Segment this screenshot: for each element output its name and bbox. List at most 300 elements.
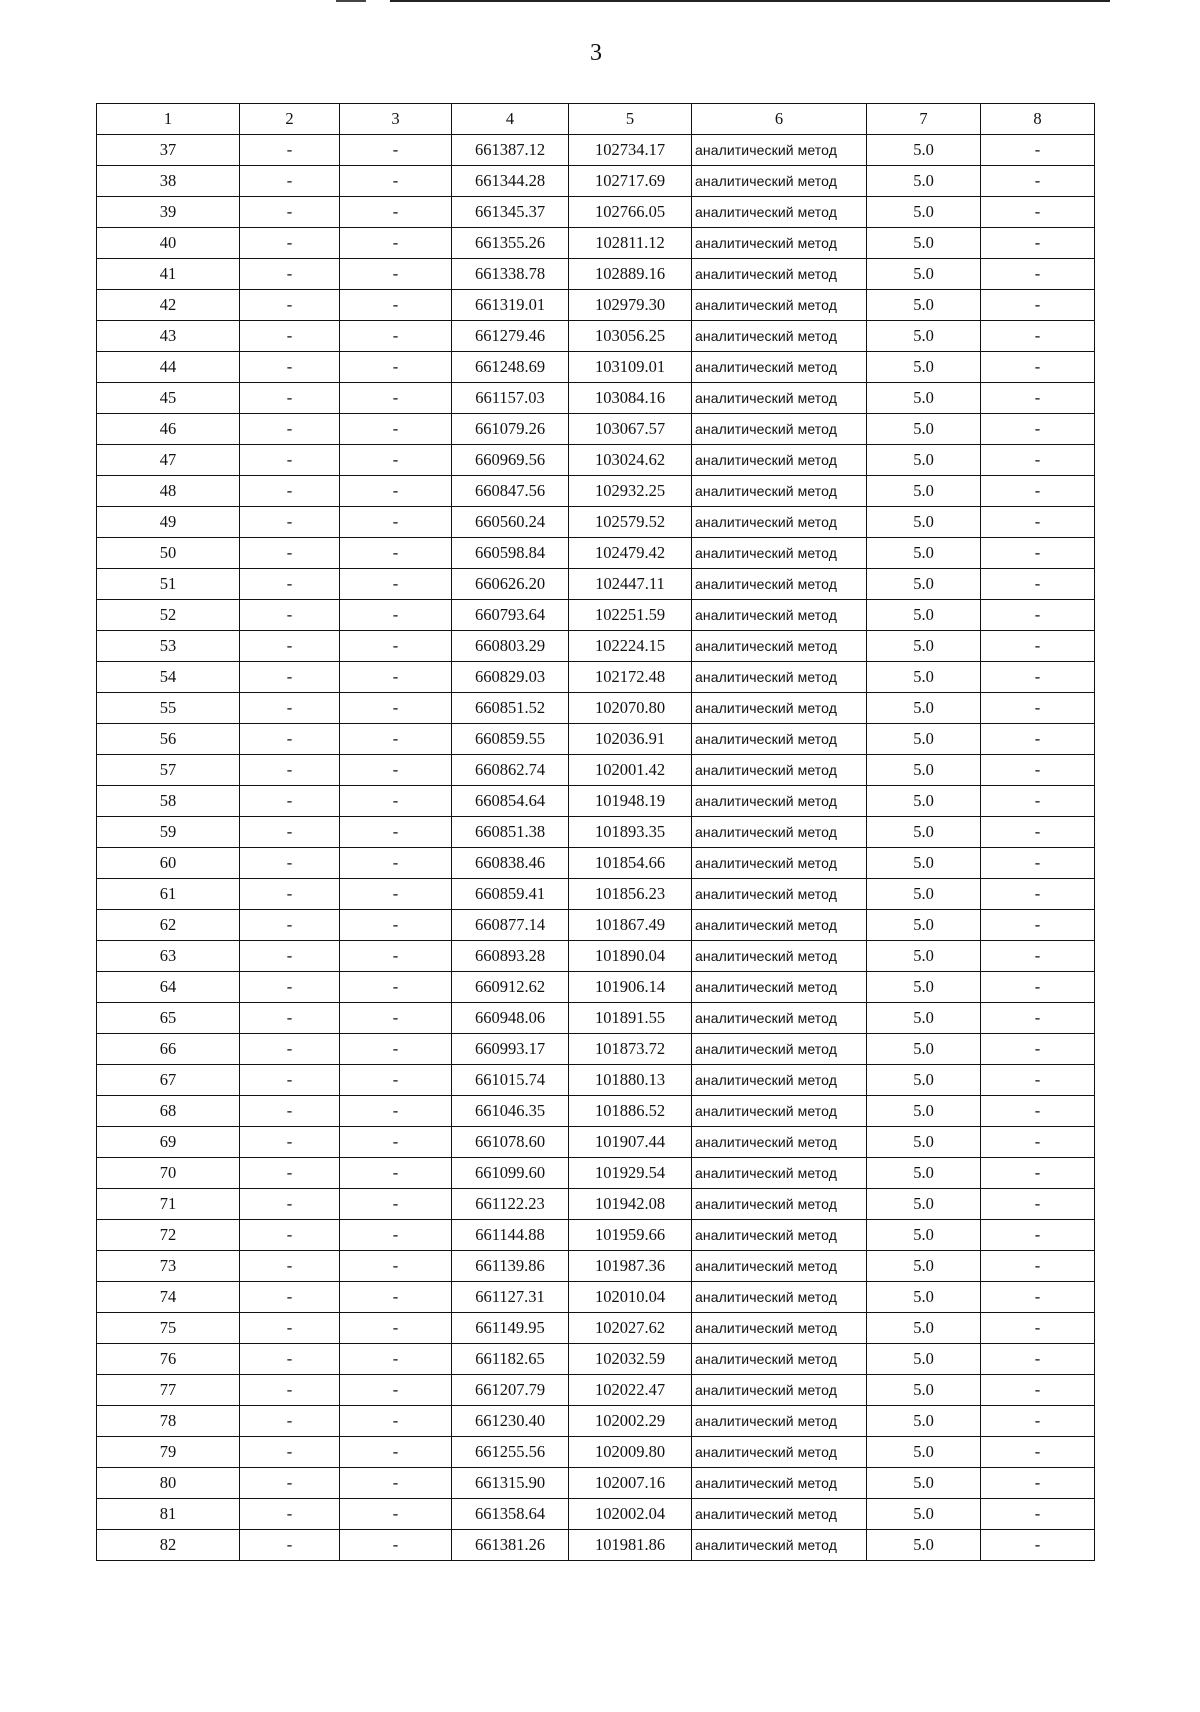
cell-precision: 5.0 xyxy=(867,786,981,817)
cell-coordinate-y: 102002.29 xyxy=(569,1406,692,1437)
cell-col2-value: - xyxy=(240,1530,340,1561)
cell-col2-value: - xyxy=(240,538,340,569)
cell-precision: 5.0 xyxy=(867,1375,981,1406)
cell-col3-value: - xyxy=(340,1096,452,1127)
cell-coordinate-x: 660851.52 xyxy=(452,693,569,724)
cell-col3-value: - xyxy=(340,290,452,321)
cell-col8-value: - xyxy=(981,755,1095,786)
cell-point-number: 37 xyxy=(97,135,240,166)
cell-precision: 5.0 xyxy=(867,1530,981,1561)
cell-method: аналитический метод xyxy=(692,786,867,817)
cell-coordinate-x: 661319.01 xyxy=(452,290,569,321)
cell-precision: 5.0 xyxy=(867,1003,981,1034)
cell-coordinate-x: 660598.84 xyxy=(452,538,569,569)
cell-coordinate-y: 103084.16 xyxy=(569,383,692,414)
cell-point-number: 80 xyxy=(97,1468,240,1499)
table-row xyxy=(97,724,1095,755)
cell-coordinate-y: 101907.44 xyxy=(569,1127,692,1158)
cell-coordinate-y: 102070.80 xyxy=(569,693,692,724)
cell-point-number: 38 xyxy=(97,166,240,197)
cell-col2-value: - xyxy=(240,1220,340,1251)
cell-coordinate-x: 660854.64 xyxy=(452,786,569,817)
cell-col3-value: - xyxy=(340,197,452,228)
cell-col8-value: - xyxy=(981,1189,1095,1220)
table-row xyxy=(97,135,1095,166)
cell-col2-value: - xyxy=(240,1499,340,1530)
table-row xyxy=(97,817,1095,848)
cell-point-number: 46 xyxy=(97,414,240,445)
cell-coordinate-x: 661338.78 xyxy=(452,259,569,290)
cell-coordinate-x: 661207.79 xyxy=(452,1375,569,1406)
cell-coordinate-x: 660969.56 xyxy=(452,445,569,476)
cell-col8-value: - xyxy=(981,941,1095,972)
cell-point-number: 60 xyxy=(97,848,240,879)
cell-coordinate-y: 102172.48 xyxy=(569,662,692,693)
cell-col3-value: - xyxy=(340,786,452,817)
cell-method: аналитический метод xyxy=(692,631,867,662)
cell-coordinate-x: 660877.14 xyxy=(452,910,569,941)
cell-coordinate-x: 661255.56 xyxy=(452,1437,569,1468)
cell-point-number: 70 xyxy=(97,1158,240,1189)
cell-col2-value: - xyxy=(240,972,340,1003)
cell-col2-value: - xyxy=(240,1127,340,1158)
cell-point-number: 47 xyxy=(97,445,240,476)
table-row xyxy=(97,1499,1095,1530)
cell-col8-value: - xyxy=(981,1499,1095,1530)
cell-point-number: 40 xyxy=(97,228,240,259)
cell-point-number: 41 xyxy=(97,259,240,290)
cell-coordinate-x: 661344.28 xyxy=(452,166,569,197)
cell-col3-value: - xyxy=(340,910,452,941)
cell-coordinate-y: 102447.11 xyxy=(569,569,692,600)
cell-coordinate-y: 101942.08 xyxy=(569,1189,692,1220)
cell-point-number: 54 xyxy=(97,662,240,693)
column-header: 4 xyxy=(452,104,569,135)
cell-col3-value: - xyxy=(340,228,452,259)
cell-col8-value: - xyxy=(981,135,1095,166)
cell-col8-value: - xyxy=(981,910,1095,941)
table-row xyxy=(97,910,1095,941)
cell-method: аналитический метод xyxy=(692,1251,867,1282)
cell-coordinate-x: 661099.60 xyxy=(452,1158,569,1189)
column-header: 3 xyxy=(340,104,452,135)
cell-col2-value: - xyxy=(240,755,340,786)
cell-coordinate-y: 101890.04 xyxy=(569,941,692,972)
cell-point-number: 81 xyxy=(97,1499,240,1530)
cell-precision: 5.0 xyxy=(867,910,981,941)
cell-coordinate-y: 102027.62 xyxy=(569,1313,692,1344)
table-row xyxy=(97,352,1095,383)
table-row xyxy=(97,662,1095,693)
cell-col8-value: - xyxy=(981,1251,1095,1282)
table-row xyxy=(97,1375,1095,1406)
cell-method: аналитический метод xyxy=(692,538,867,569)
cell-col8-value: - xyxy=(981,817,1095,848)
cell-col2-value: - xyxy=(240,569,340,600)
coordinates-table xyxy=(96,103,1095,1561)
cell-col8-value: - xyxy=(981,166,1095,197)
cell-col2-value: - xyxy=(240,1189,340,1220)
cell-col2-value: - xyxy=(240,197,340,228)
cell-col8-value: - xyxy=(981,600,1095,631)
table-row xyxy=(97,1530,1095,1561)
cell-point-number: 72 xyxy=(97,1220,240,1251)
cell-coordinate-y: 101854.66 xyxy=(569,848,692,879)
cell-col2-value: - xyxy=(240,445,340,476)
cell-col2-value: - xyxy=(240,1065,340,1096)
cell-method: аналитический метод xyxy=(692,476,867,507)
cell-coordinate-y: 101906.14 xyxy=(569,972,692,1003)
cell-col8-value: - xyxy=(981,1034,1095,1065)
cell-coordinate-x: 661355.26 xyxy=(452,228,569,259)
cell-col3-value: - xyxy=(340,1344,452,1375)
cell-col3-value: - xyxy=(340,631,452,662)
cell-coordinate-x: 661157.03 xyxy=(452,383,569,414)
cell-col3-value: - xyxy=(340,569,452,600)
cell-col2-value: - xyxy=(240,135,340,166)
table-row xyxy=(97,1282,1095,1313)
cell-coordinate-y: 102717.69 xyxy=(569,166,692,197)
cell-coordinate-y: 102032.59 xyxy=(569,1344,692,1375)
cell-method: аналитический метод xyxy=(692,1468,867,1499)
cell-precision: 5.0 xyxy=(867,476,981,507)
cell-col2-value: - xyxy=(240,166,340,197)
cell-coordinate-y: 102224.15 xyxy=(569,631,692,662)
table-row xyxy=(97,631,1095,662)
cell-point-number: 51 xyxy=(97,569,240,600)
cell-col3-value: - xyxy=(340,1189,452,1220)
cell-point-number: 77 xyxy=(97,1375,240,1406)
cell-precision: 5.0 xyxy=(867,1251,981,1282)
cell-coordinate-y: 102022.47 xyxy=(569,1375,692,1406)
cell-col2-value: - xyxy=(240,228,340,259)
cell-method: аналитический метод xyxy=(692,135,867,166)
cell-col8-value: - xyxy=(981,848,1095,879)
cell-precision: 5.0 xyxy=(867,662,981,693)
table-row xyxy=(97,1034,1095,1065)
table-row xyxy=(97,1251,1095,1282)
cell-coordinate-x: 660893.28 xyxy=(452,941,569,972)
cell-col3-value: - xyxy=(340,600,452,631)
cell-precision: 5.0 xyxy=(867,538,981,569)
cell-precision: 5.0 xyxy=(867,693,981,724)
table-row xyxy=(97,290,1095,321)
cell-method: аналитический метод xyxy=(692,910,867,941)
cell-point-number: 65 xyxy=(97,1003,240,1034)
cell-precision: 5.0 xyxy=(867,135,981,166)
cell-coordinate-x: 661387.12 xyxy=(452,135,569,166)
table-row xyxy=(97,941,1095,972)
cell-method: аналитический метод xyxy=(692,662,867,693)
cell-col8-value: - xyxy=(981,414,1095,445)
cell-method: аналитический метод xyxy=(692,228,867,259)
cell-precision: 5.0 xyxy=(867,569,981,600)
cell-col3-value: - xyxy=(340,259,452,290)
cell-coordinate-y: 101867.49 xyxy=(569,910,692,941)
cell-method: аналитический метод xyxy=(692,569,867,600)
cell-point-number: 79 xyxy=(97,1437,240,1468)
cell-coordinate-x: 661015.74 xyxy=(452,1065,569,1096)
cell-coordinate-x: 661230.40 xyxy=(452,1406,569,1437)
cell-coordinate-y: 102001.42 xyxy=(569,755,692,786)
table-row xyxy=(97,228,1095,259)
table-row xyxy=(97,1220,1095,1251)
cell-method: аналитический метод xyxy=(692,1158,867,1189)
cell-col3-value: - xyxy=(340,414,452,445)
cell-precision: 5.0 xyxy=(867,228,981,259)
cell-col8-value: - xyxy=(981,1437,1095,1468)
cell-method: аналитический метод xyxy=(692,1220,867,1251)
cell-coordinate-x: 661079.26 xyxy=(452,414,569,445)
cell-coordinate-x: 660851.38 xyxy=(452,817,569,848)
cell-point-number: 50 xyxy=(97,538,240,569)
cell-point-number: 56 xyxy=(97,724,240,755)
cell-col3-value: - xyxy=(340,383,452,414)
cell-col3-value: - xyxy=(340,1220,452,1251)
table-row xyxy=(97,1406,1095,1437)
cell-coordinate-x: 660560.24 xyxy=(452,507,569,538)
cell-col2-value: - xyxy=(240,290,340,321)
cell-col2-value: - xyxy=(240,1034,340,1065)
table-row xyxy=(97,569,1095,600)
table-row xyxy=(97,383,1095,414)
cell-col3-value: - xyxy=(340,538,452,569)
table-row xyxy=(97,1127,1095,1158)
cell-method: аналитический метод xyxy=(692,1406,867,1437)
cell-col8-value: - xyxy=(981,476,1095,507)
cell-point-number: 71 xyxy=(97,1189,240,1220)
column-header: 1 xyxy=(97,104,240,135)
cell-coordinate-y: 102734.17 xyxy=(569,135,692,166)
cell-point-number: 67 xyxy=(97,1065,240,1096)
cell-method: аналитический метод xyxy=(692,352,867,383)
table-row xyxy=(97,197,1095,228)
table-row xyxy=(97,166,1095,197)
cell-point-number: 61 xyxy=(97,879,240,910)
cell-col8-value: - xyxy=(981,538,1095,569)
cell-coordinate-y: 102009.80 xyxy=(569,1437,692,1468)
cell-col2-value: - xyxy=(240,662,340,693)
cell-method: аналитический метод xyxy=(692,507,867,538)
cell-col2-value: - xyxy=(240,1313,340,1344)
cell-col3-value: - xyxy=(340,321,452,352)
cell-method: аналитический метод xyxy=(692,755,867,786)
cell-precision: 5.0 xyxy=(867,197,981,228)
cell-col3-value: - xyxy=(340,1530,452,1561)
table-row xyxy=(97,972,1095,1003)
cell-col3-value: - xyxy=(340,662,452,693)
cell-coordinate-x: 660838.46 xyxy=(452,848,569,879)
cell-col8-value: - xyxy=(981,569,1095,600)
cell-coordinate-y: 101886.52 xyxy=(569,1096,692,1127)
cell-col8-value: - xyxy=(981,197,1095,228)
cell-col3-value: - xyxy=(340,1158,452,1189)
table-row xyxy=(97,1189,1095,1220)
cell-col2-value: - xyxy=(240,693,340,724)
cell-method: аналитический метод xyxy=(692,1096,867,1127)
cell-col8-value: - xyxy=(981,1468,1095,1499)
cell-col3-value: - xyxy=(340,941,452,972)
cell-coordinate-y: 102007.16 xyxy=(569,1468,692,1499)
cell-coordinate-y: 102251.59 xyxy=(569,600,692,631)
cell-col8-value: - xyxy=(981,1313,1095,1344)
cell-method: аналитический метод xyxy=(692,972,867,1003)
cell-col2-value: - xyxy=(240,352,340,383)
cell-col2-value: - xyxy=(240,1096,340,1127)
cell-col8-value: - xyxy=(981,259,1095,290)
table-row xyxy=(97,321,1095,352)
cell-method: аналитический метод xyxy=(692,879,867,910)
cell-point-number: 75 xyxy=(97,1313,240,1344)
table-body xyxy=(97,135,1095,1561)
page-number: 3 xyxy=(590,40,602,66)
cell-col3-value: - xyxy=(340,1313,452,1344)
cell-coordinate-x: 661315.90 xyxy=(452,1468,569,1499)
cell-precision: 5.0 xyxy=(867,1313,981,1344)
cell-col8-value: - xyxy=(981,507,1095,538)
cell-col3-value: - xyxy=(340,166,452,197)
cell-col2-value: - xyxy=(240,1468,340,1499)
cell-point-number: 43 xyxy=(97,321,240,352)
cell-precision: 5.0 xyxy=(867,1034,981,1065)
cell-coordinate-x: 661358.64 xyxy=(452,1499,569,1530)
cell-col2-value: - xyxy=(240,259,340,290)
cell-method: аналитический метод xyxy=(692,1189,867,1220)
column-header: 5 xyxy=(569,104,692,135)
cell-col8-value: - xyxy=(981,1096,1095,1127)
table-row xyxy=(97,786,1095,817)
table-row xyxy=(97,848,1095,879)
cell-point-number: 66 xyxy=(97,1034,240,1065)
table-row xyxy=(97,1096,1095,1127)
cell-coordinate-y: 102010.04 xyxy=(569,1282,692,1313)
cell-coordinate-x: 660829.03 xyxy=(452,662,569,693)
cell-coordinate-y: 101856.23 xyxy=(569,879,692,910)
cell-precision: 5.0 xyxy=(867,972,981,1003)
column-header: 7 xyxy=(867,104,981,135)
cell-method: аналитический метод xyxy=(692,414,867,445)
cell-col3-value: - xyxy=(340,1251,452,1282)
cell-precision: 5.0 xyxy=(867,817,981,848)
cell-method: аналитический метод xyxy=(692,1344,867,1375)
cell-coordinate-x: 660862.74 xyxy=(452,755,569,786)
cell-point-number: 58 xyxy=(97,786,240,817)
cell-precision: 5.0 xyxy=(867,507,981,538)
table-row xyxy=(97,259,1095,290)
cell-method: аналитический метод xyxy=(692,290,867,321)
cell-coordinate-x: 660912.62 xyxy=(452,972,569,1003)
cell-coordinate-x: 660793.64 xyxy=(452,600,569,631)
cell-col8-value: - xyxy=(981,693,1095,724)
cell-coordinate-y: 102579.52 xyxy=(569,507,692,538)
cell-col3-value: - xyxy=(340,1375,452,1406)
table-row xyxy=(97,507,1095,538)
cell-point-number: 48 xyxy=(97,476,240,507)
cell-col3-value: - xyxy=(340,1127,452,1158)
cell-col2-value: - xyxy=(240,1375,340,1406)
cell-coordinate-y: 103067.57 xyxy=(569,414,692,445)
cell-precision: 5.0 xyxy=(867,321,981,352)
cell-coordinate-x: 661127.31 xyxy=(452,1282,569,1313)
cell-col8-value: - xyxy=(981,1127,1095,1158)
cell-col3-value: - xyxy=(340,972,452,1003)
cell-col8-value: - xyxy=(981,290,1095,321)
cell-col2-value: - xyxy=(240,507,340,538)
cell-method: аналитический метод xyxy=(692,1034,867,1065)
cell-precision: 5.0 xyxy=(867,1220,981,1251)
cell-precision: 5.0 xyxy=(867,848,981,879)
cell-col2-value: - xyxy=(240,1003,340,1034)
cell-point-number: 74 xyxy=(97,1282,240,1313)
cell-method: аналитический метод xyxy=(692,724,867,755)
cell-col8-value: - xyxy=(981,1282,1095,1313)
cell-col3-value: - xyxy=(340,817,452,848)
cell-point-number: 63 xyxy=(97,941,240,972)
cell-coordinate-x: 660859.41 xyxy=(452,879,569,910)
cell-coordinate-y: 102889.16 xyxy=(569,259,692,290)
cell-coordinate-y: 103024.62 xyxy=(569,445,692,476)
cell-method: аналитический метод xyxy=(692,1282,867,1313)
cell-point-number: 76 xyxy=(97,1344,240,1375)
cell-col3-value: - xyxy=(340,724,452,755)
table-row xyxy=(97,1003,1095,1034)
cell-precision: 5.0 xyxy=(867,166,981,197)
cell-point-number: 44 xyxy=(97,352,240,383)
cell-precision: 5.0 xyxy=(867,1189,981,1220)
cell-coordinate-x: 661182.65 xyxy=(452,1344,569,1375)
cell-coordinate-y: 102766.05 xyxy=(569,197,692,228)
table-row xyxy=(97,414,1095,445)
cell-coordinate-x: 660948.06 xyxy=(452,1003,569,1034)
cell-col8-value: - xyxy=(981,972,1095,1003)
cell-col3-value: - xyxy=(340,755,452,786)
table-row xyxy=(97,600,1095,631)
cell-col8-value: - xyxy=(981,724,1095,755)
cell-precision: 5.0 xyxy=(867,414,981,445)
cell-col8-value: - xyxy=(981,228,1095,259)
cell-col8-value: - xyxy=(981,1406,1095,1437)
cell-col2-value: - xyxy=(240,476,340,507)
cell-col8-value: - xyxy=(981,445,1095,476)
cell-coordinate-y: 103109.01 xyxy=(569,352,692,383)
cell-col2-value: - xyxy=(240,1406,340,1437)
cell-method: аналитический метод xyxy=(692,1003,867,1034)
cell-col2-value: - xyxy=(240,941,340,972)
table-row xyxy=(97,476,1095,507)
table-row xyxy=(97,879,1095,910)
top-border-line xyxy=(390,0,1110,2)
cell-method: аналитический метод xyxy=(692,848,867,879)
cell-coordinate-y: 101873.72 xyxy=(569,1034,692,1065)
cell-col3-value: - xyxy=(340,693,452,724)
cell-method: аналитический метод xyxy=(692,1375,867,1406)
cell-point-number: 73 xyxy=(97,1251,240,1282)
cell-col8-value: - xyxy=(981,352,1095,383)
cell-col8-value: - xyxy=(981,662,1095,693)
cell-col3-value: - xyxy=(340,135,452,166)
cell-col3-value: - xyxy=(340,352,452,383)
cell-col8-value: - xyxy=(981,1003,1095,1034)
cell-coordinate-x: 661078.60 xyxy=(452,1127,569,1158)
cell-precision: 5.0 xyxy=(867,755,981,786)
cell-coordinate-y: 101929.54 xyxy=(569,1158,692,1189)
cell-precision: 5.0 xyxy=(867,724,981,755)
cell-col2-value: - xyxy=(240,848,340,879)
cell-col3-value: - xyxy=(340,848,452,879)
cell-point-number: 49 xyxy=(97,507,240,538)
cell-coordinate-x: 661149.95 xyxy=(452,1313,569,1344)
cell-precision: 5.0 xyxy=(867,941,981,972)
